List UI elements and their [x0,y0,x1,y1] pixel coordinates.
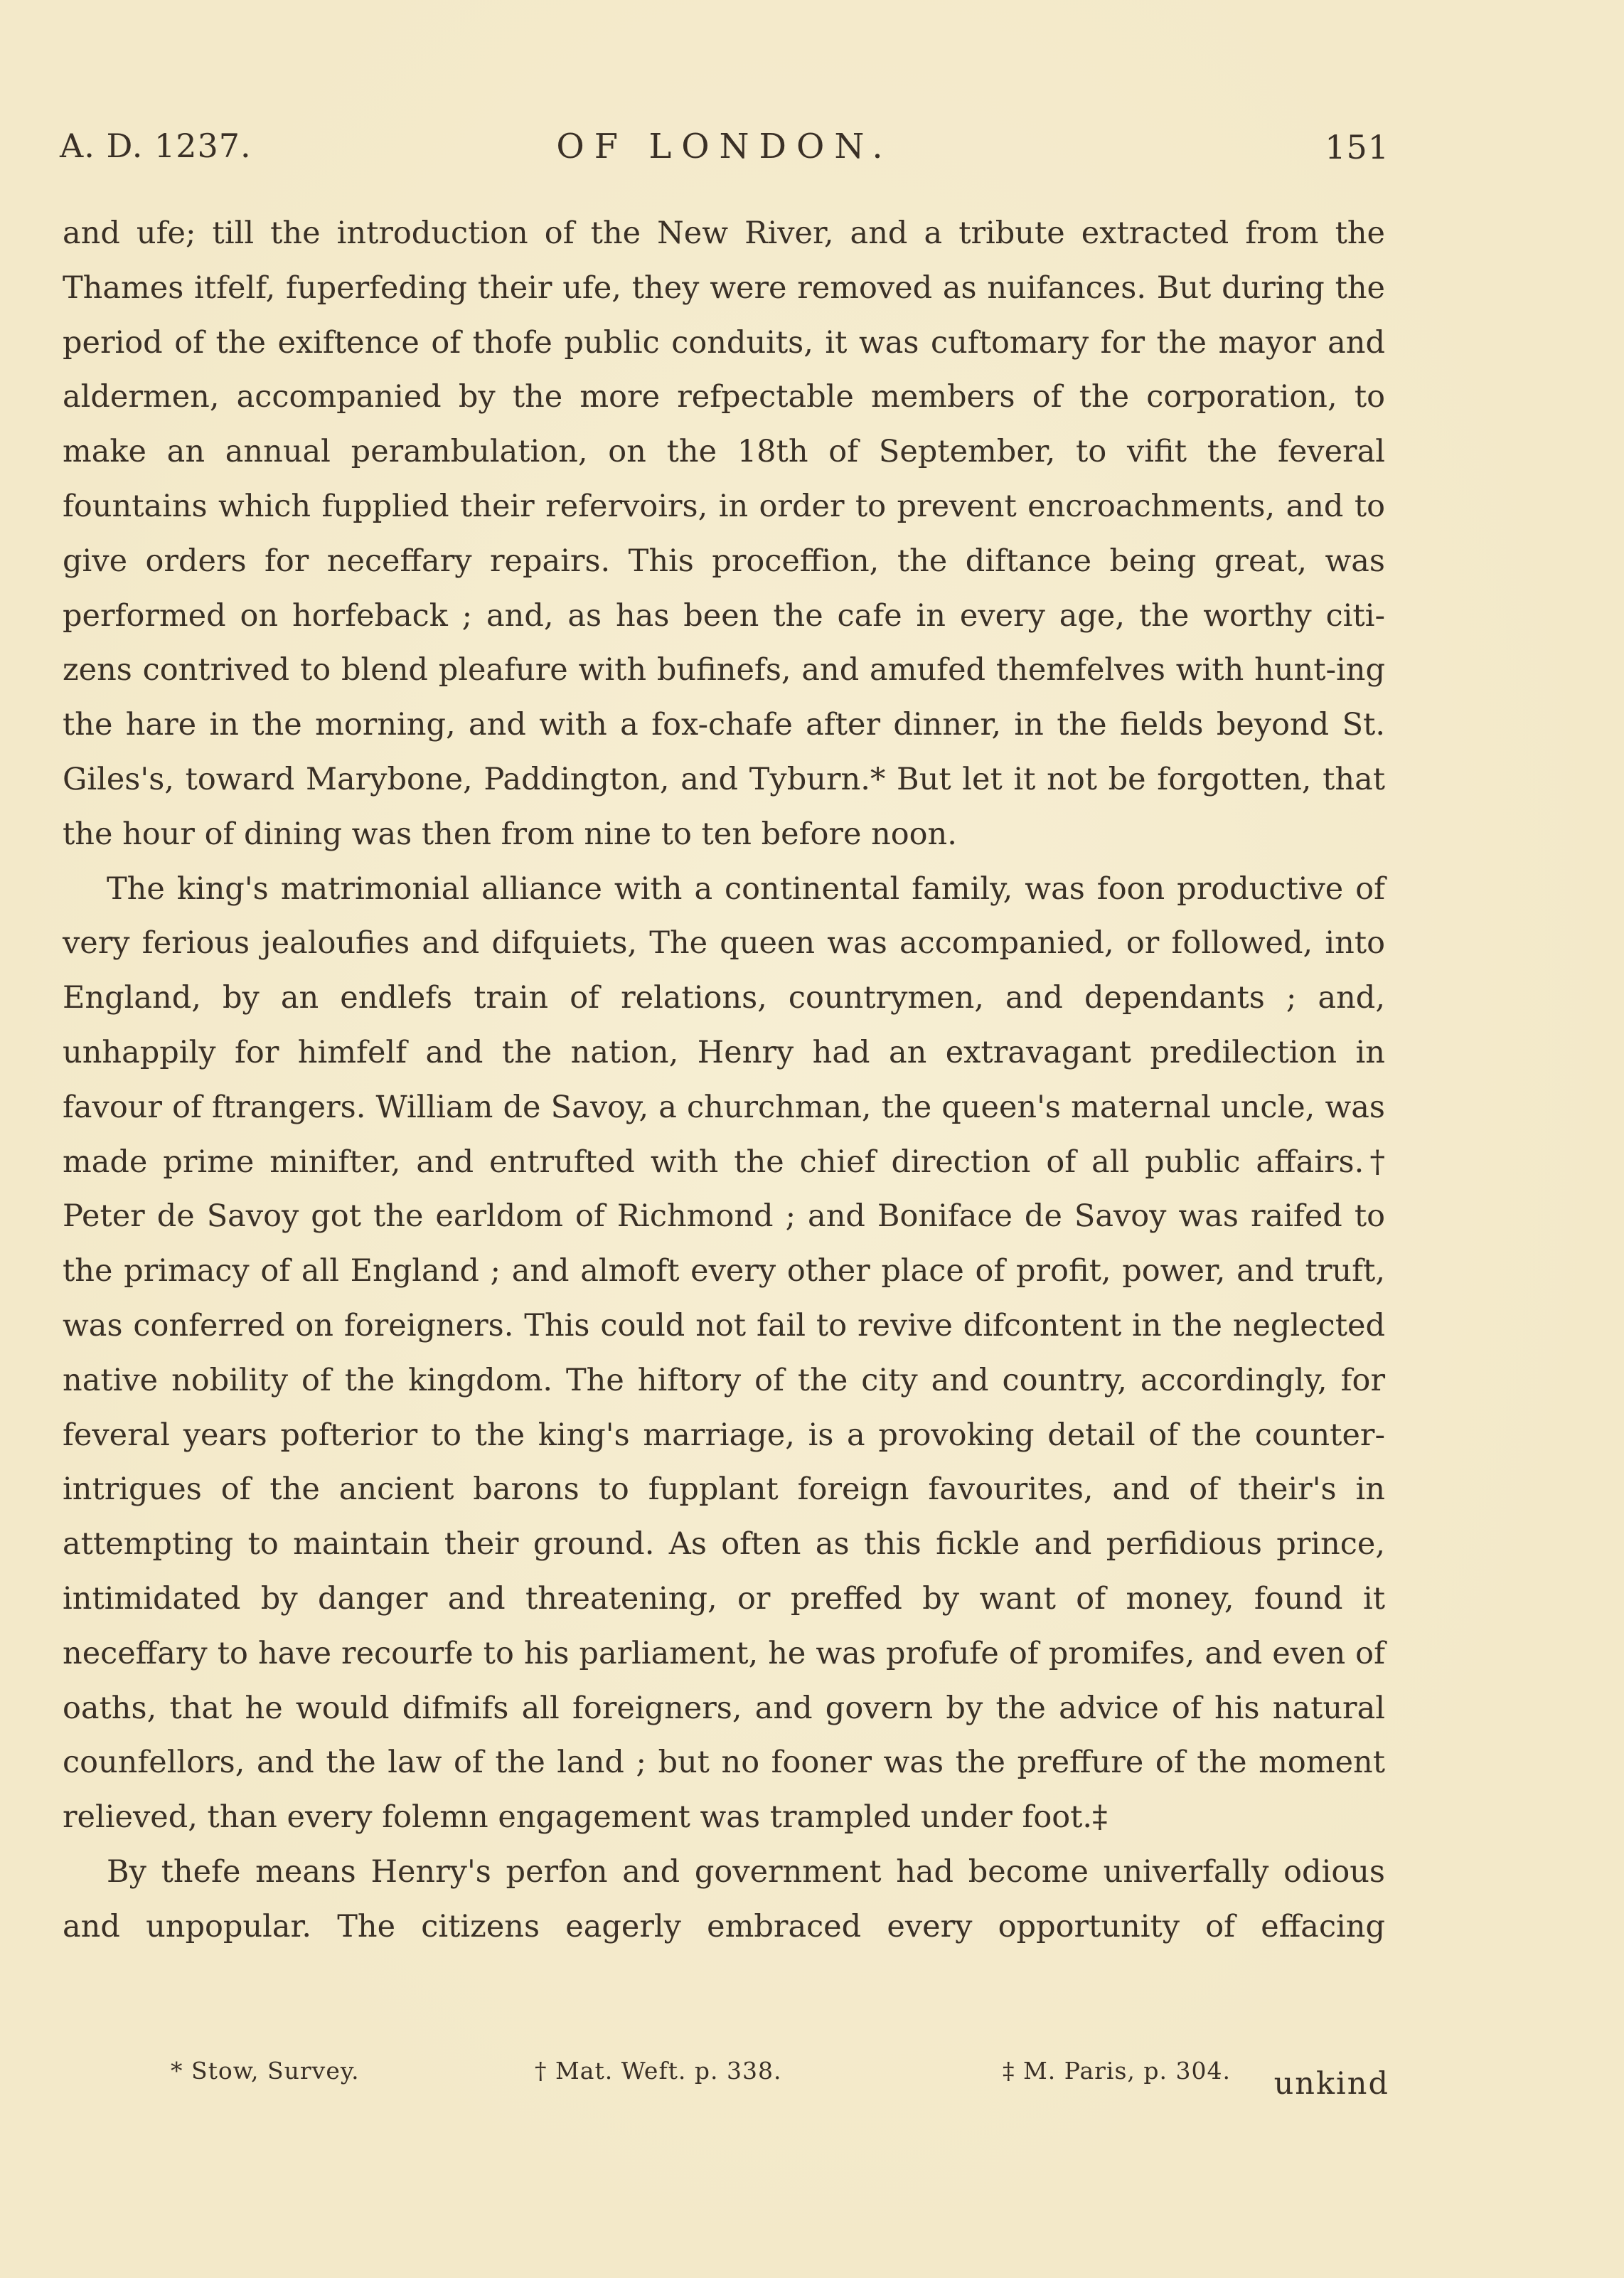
header-title: OF LONDON. [556,127,893,166]
footnotes [171,2057,1280,2092]
catchword: unkind [1273,2066,1389,2102]
footnote-1: * Stow, Survey. [171,2057,360,2085]
main-text [63,206,1385,1954]
footnote-3: ‡ M. Paris, p. 304. [1003,2057,1231,2085]
header-year: A. D. 1237. [60,127,252,165]
page-number: 151 [1325,128,1389,166]
running-header [60,127,1389,183]
paragraph-1: and ufe; till the introduction of the New River, and a tribute extracted from the Thames itfelf, fuperfeding their ufe, they were removed as nuifances. But during the period of the exiftence of thofe public conduits, it was cuftomary for the mayor and aldermen, accompanied by the more refpectable members of the corporation, to make an annual perambulation, on the 18th of September, to vifit the feveral fountains which fupplied their refervoirs, in order to prevent encroachments, and to give orders for neceffary repairs. This proceffion, the diftance being great, was performed on horfeback ; and, as has been the cafe in every age, the worthy citi-zens contrived to blend pleafure with bufinefs, and amufed themfelves with hunt-ing the hare in the morning, and with a fox-chafe after dinner, in the fields beyond St. Giles's, toward Marybone, Paddington, and Tyburn.* But let it not be forgotten, that the hour of dining was then from nine to ten before noon. [63,215,1385,852]
paragraph-3: By thefe means Henry's perfon and government had become univerfally odious and unpopular. The citizens eagerly embraced every opportunity of effacing [63,1853,1385,1944]
footnote-2: † Mat. Weft. p. 338. [535,2057,782,2085]
paragraph-2: The king's matrimonial alliance with a continental family, was foon productive of very ferious jealoufies and difquiets, The queen was accompanied, or followed, into England, by an endlefs train of relations, countrymen, and dependants ; and, unhappily for himfelf and the nation, Henry had an extravagant predilection in favour of ftrangers. William de Savoy, a churchman, the queen's maternal uncle, was made prime minifter, and entrufted with the chief direction of all public affairs.† Peter de Savoy got the earldom of Richmond ; and Boniface de Savoy was raifed to the primacy of all England ; and almoft every other place of profit, power, and truft, was conferred on foreigners. This could not fail to revive difcontent in the neglected native nobility of the kingdom. The hiftory of the city and country, accordingly, for feveral years pofterior to the king's marriage, is a provoking detail of the counter-intrigues of the ancient barons to fupplant foreign favourites, and of their's in attempting to maintain their ground. As often as this fickle and perfidious prince, intimidated by danger and threatening, or preffed by want of money, found it neceffary to have recourfe to his parliament, he was profufe of promifes, and even of oaths, that he would difmifs all foreigners, and govern by the advice of his natural counfellors, and the law of the land ; but no fooner was the preffure of the moment relieved, than every folemn engagement was trampled under foot.‡ [63,871,1385,1836]
